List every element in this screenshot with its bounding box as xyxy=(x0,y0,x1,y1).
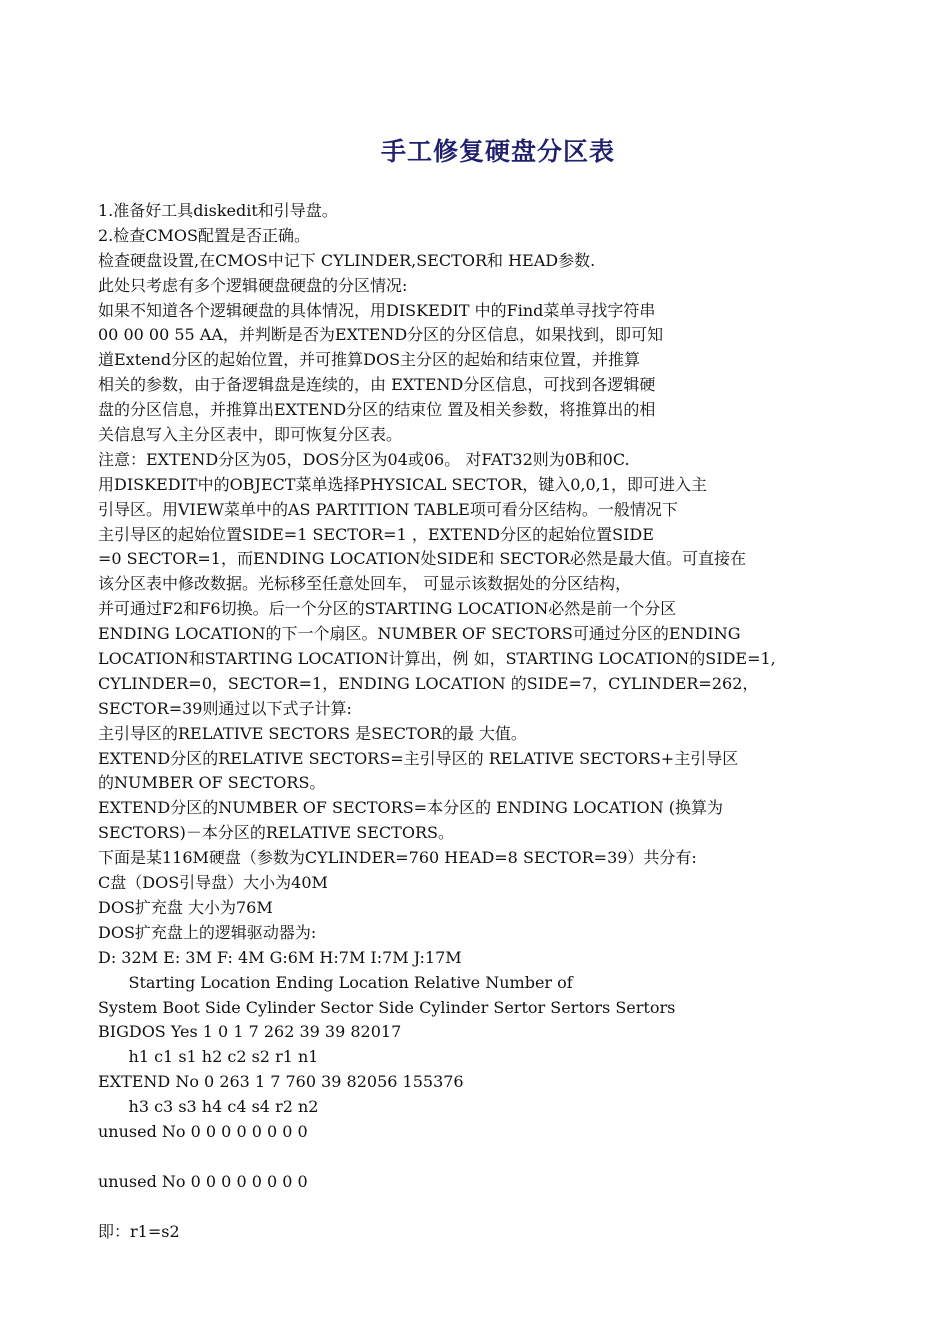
text-line: 此处只考虑有多个逻辑硬盘硬盘的分区情况: xyxy=(98,275,408,295)
text-line: SECTOR=39则通过以下式子计算: xyxy=(98,698,352,718)
text-line: 的NUMBER OF SECTORS。 xyxy=(98,773,326,793)
blank-line xyxy=(98,1195,938,1220)
text-line: 主引导区的RELATIVE SECTORS 是SECTOR的最 大值。 xyxy=(98,723,527,743)
text-line: 1.准备好工具diskedit和引导盘。 xyxy=(98,201,338,220)
text-line: 注意：EXTEND分区为05，DOS分区为04或06。 对FAT32则为0B和0C. xyxy=(98,449,630,469)
text-line: 引导区。用VIEW菜单中的AS PARTITION TABLE项可看分区结构。一般情况下 xyxy=(98,499,678,519)
text-line: 检查硬盘设置,在CMOS中记下 CYLINDER,SECTOR和 HEAD参数. xyxy=(98,250,596,270)
text-line: DOS扩充盘上的逻辑驱动器为: xyxy=(98,922,317,942)
text-line: EXTEND No 0 263 1 7 760 39 82056 155376 xyxy=(98,1072,464,1092)
text-line: 主引导区的起始位置SIDE=1 SECTOR=1 ，EXTEND分区的起始位置SIDE xyxy=(98,524,654,544)
document-title: 手工修复硬盘分区表 xyxy=(380,137,615,166)
text-line: 道Extend分区的起始位置，并可推算DOS主分区的起始和结束位置，并推算 xyxy=(98,350,641,370)
text-line: 如果不知道各个逻辑硬盘的具体情况，用DISKEDIT 中的Find菜单寻找字符串 xyxy=(98,300,656,320)
text-line: BIGDOS Yes 1 0 1 7 262 39 39 82017 xyxy=(98,1022,402,1042)
blank-line xyxy=(98,1145,938,1170)
text-line: 关信息写入主分区表中，即可恢复分区表。 xyxy=(98,425,403,445)
text-line: CYLINDER=0，SECTOR=1，ENDING LOCATION 的SIDE=7，CYLINDER=262， xyxy=(98,673,759,693)
text-line: DOS扩充盘 大小为76M xyxy=(98,897,273,917)
text-line: EXTEND分区的NUMBER OF SECTORS=本分区的 ENDING LOCATION (换算为 xyxy=(98,798,723,818)
text-line: unused No 0 0 0 0 0 0 0 0 xyxy=(98,1171,308,1191)
text-line: 2.检查CMOS配置是否正确。 xyxy=(98,225,310,245)
text-line: ENDING LOCATION的下一个扇区。NUMBER OF SECTORS可通过分区的ENDING xyxy=(98,624,741,644)
text-line: System Boot Side Cylinder Sector Side Cylinder Sertor Sertors Sertors xyxy=(98,997,676,1017)
text-line: 即：r1=s2 xyxy=(98,1221,180,1241)
text-line: unused No 0 0 0 0 0 0 0 0 xyxy=(98,1121,308,1141)
text-line: 相关的参数，由于备逻辑盘是连续的，由 EXTEND分区信息，可找到各逻辑硬 xyxy=(98,375,656,395)
text-line: 用DISKEDIT中的OBJECT菜单选择PHYSICAL SECTOR，键入0,0,1，即可进入主 xyxy=(98,474,707,494)
text-line: 00 00 00 55 AA，并判断是否为EXTEND分区的分区信息，如果找到，即可知 xyxy=(98,325,664,345)
text-line: EXTEND分区的RELATIVE SECTORS=主引导区的 RELATIVE SECTORS+主引导区 xyxy=(98,748,739,768)
text-line: SECTORS)－本分区的RELATIVE SECTORS。 xyxy=(98,823,454,843)
text-line: =0 SECTOR=1，而ENDING LOCATION处SIDE和 SECTOR必然是最大值。可直接在 xyxy=(98,549,747,569)
text-line: D: 32M E: 3M F: 4M G:6M H:7M I:7M J:17M xyxy=(98,947,462,967)
text-line: LOCATION和STARTING LOCATION计算出，例 如，STARTING LOCATION的SIDE=1, xyxy=(98,649,776,669)
text-line: 盘的分区信息，并推算出EXTEND分区的结束位 置及相关参数，将推算出的相 xyxy=(98,400,656,420)
text-line: h1 c1 s1 h2 c2 s2 r1 n1 xyxy=(98,1047,319,1067)
text-line: h3 c3 s3 h4 c4 s4 r2 n2 xyxy=(98,1097,319,1117)
text-line: 并可通过F2和F6切换。后一个分区的STARTING LOCATION必然是前一个分区 xyxy=(98,599,677,619)
text-line: Starting Location Ending Location Relative Number of xyxy=(98,972,573,992)
text-line: 下面是某116M硬盘（参数为CYLINDER=760 HEAD=8 SECTOR=39）共分有: xyxy=(98,848,697,868)
text-line: C盘（DOS引导盘）大小为40M xyxy=(98,873,328,893)
text-line: 该分区表中修改数据。光标移至任意处回车， 可显示该数据处的分区结构， xyxy=(98,574,632,594)
document-body xyxy=(98,199,938,1244)
